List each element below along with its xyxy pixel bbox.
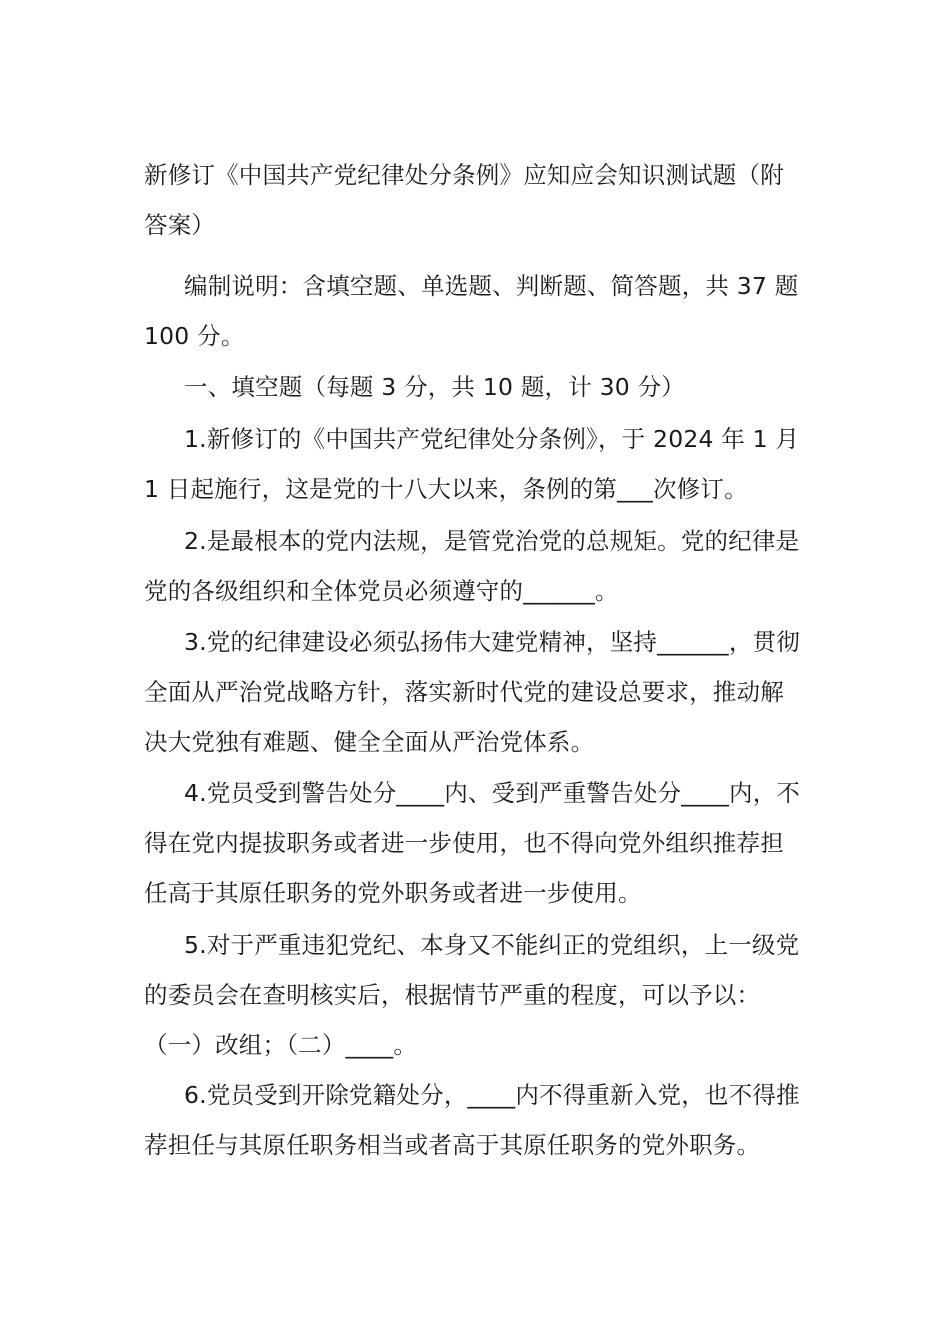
question-2-line-1: 2.是最根本的党内法规，是管党治党的总规矩。党的纪律是 — [184, 527, 800, 555]
document-title-line-1: 新修订《中国共产党纪律处分条例》应知应会知识测试题（附 — [144, 161, 784, 189]
section-heading: 一、填空题（每题 3 分，共 10 题，计 30 分） — [184, 373, 685, 401]
question-1-line-1: 1.新修订的《中国共产党纪律处分条例》，于 2024 年 1 月 — [184, 425, 800, 453]
question-1-line-2: 1 日起施行，这是党的十八大以来，条例的第___次修订。 — [144, 475, 748, 503]
question-6-line-1: 6.党员受到开除党籍处分，____内不得重新入党，也不得推 — [184, 1081, 800, 1109]
question-3-line-1: 3.党的纪律建设必须弘扬伟大建党精神，坚持______，贯彻 — [184, 628, 800, 656]
question-5-line-1: 5.对于严重违犯党纪、本身又不能纠正的党组织，上一级党 — [184, 931, 800, 959]
document-title-line-2: 答案） — [144, 211, 216, 239]
question-3-line-2: 全面从严治党战略方针，落实新时代党的建设总要求，推动解 — [144, 678, 784, 706]
question-5-line-3: （一）改组；（二）____。 — [144, 1031, 418, 1059]
compilation-note-line-2: 100 分。 — [144, 322, 245, 350]
question-4-line-1: 4.党员受到警告处分____内、受到严重警告处分____内，不 — [184, 779, 801, 807]
question-6-line-2: 荐担任与其原任职务相当或者高于其原任职务的党外职务。 — [144, 1131, 761, 1159]
question-4-line-2: 得在党内提拔职务或者进一步使用，也不得向党外组织推荐担 — [144, 829, 784, 857]
question-2-line-2: 党的各级组织和全体党员必须遵守的______。 — [144, 577, 619, 605]
compilation-note-line-1: 编制说明：含填空题、单选题、判断题、简答题，共 37 题 — [184, 272, 799, 300]
question-3-line-3: 决大党独有难题、健全全面从严治党体系。 — [144, 728, 595, 756]
question-5-line-2: 的委员会在查明核实后，根据情节严重的程度，可以予以： — [144, 981, 761, 1009]
question-4-line-3: 任高于其原任职务的党外职务或者进一步使用。 — [144, 879, 642, 907]
